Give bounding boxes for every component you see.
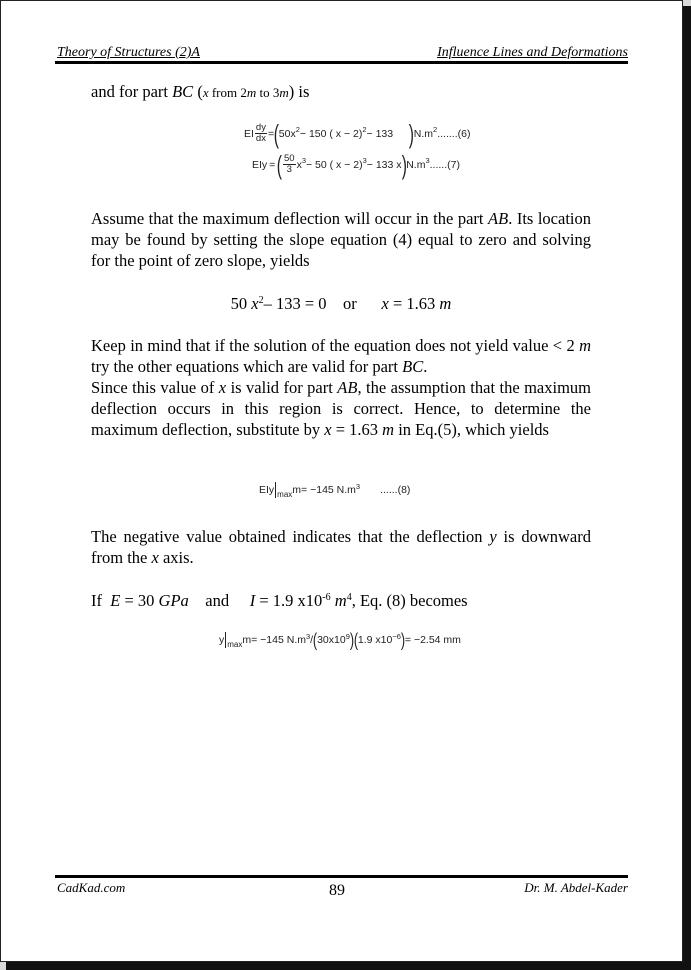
eq6-equals: = <box>267 127 275 140</box>
footer-author: Dr. M. Abdel-Kader <box>524 880 628 895</box>
eq7-equals: = <box>269 158 276 171</box>
intro-m2: m <box>279 85 289 100</box>
eq7-open-paren: ( <box>277 149 283 180</box>
eq6-unit: N.m <box>413 127 434 140</box>
eq6-term3: − 133 <box>366 127 394 140</box>
page-footer <box>57 880 628 900</box>
eq7-lhs: EIy <box>252 158 268 171</box>
equation-6: EI $\frac{dy}{dx}$ = ( 50x 2 − 150 ( x − 2) 2 − 133 ) N.m 2 .......(6) <box>244 118 471 149</box>
paragraph-if-e: If E = 30 GPa and I = 1.9 $x10^{-6}$ $m^4$, Eq. (8) becomes <box>91 591 468 610</box>
eq9-lhs: y <box>219 634 225 646</box>
eq6-close-paren: ) <box>408 118 415 149</box>
intro-x: x <box>202 85 209 100</box>
intro-m1: m <box>246 85 257 100</box>
eq8-rhs: = −145 N.m <box>301 484 356 496</box>
eq6-label: .......(6) <box>437 127 471 140</box>
paragraph-since: Since this value of x is valid for part AB, the assumption that the maximum deflection occurs in this region is correct. Hence, to determine the maximum deflection, substitute by x = 1.63 m in Eq.(5), which yields <box>91 378 592 439</box>
eq7-close-paren: ) <box>401 149 407 180</box>
eq8-label: ......(8) <box>380 484 411 496</box>
eq6-term1: 50x <box>278 127 296 140</box>
eq6-term2: − 150 ( x − 2) <box>299 127 363 140</box>
page-header <box>57 45 628 61</box>
intro-part: BC <box>172 82 194 101</box>
page-number: 89 <box>329 882 345 899</box>
eq6-open-paren: ( <box>273 118 280 149</box>
footer-website: CadKad.com <box>57 880 126 895</box>
equation-7: EIy = ( $\frac{50}{3}$ x 3 − 50 ( x − 2) 3 − 133 x ) N.m 3 ......(7) <box>252 149 460 180</box>
eq6-fraction: $\frac{dy}{dx}$ <box>255 122 266 144</box>
page-shadow-bottom <box>6 962 691 970</box>
eq7-label: ......(7) <box>429 158 460 171</box>
paragraph-assume: Assume that the maximum deflection will occur in the part AB. Its location may be found by setting the slope equation (4) equal to zero and solving for the point of zero slope, yields <box>91 209 591 270</box>
footer-rule <box>55 875 628 878</box>
paragraph-negative-value: The negative value obtained indicates that the deflection y is downward from the x axis. <box>91 527 591 567</box>
intro-close: ) is <box>288 82 310 101</box>
eq7-term2: − 50 ( x − 2) <box>305 158 363 171</box>
eq7-term1: x <box>296 158 302 171</box>
intro-line <box>91 81 591 103</box>
equation-ymax: y max m = −145 N.m 3 / ( 30x10 9 ) ( 1.9 x10 −6 ) = −2.54 mm <box>219 630 461 650</box>
intro-from: from 2 <box>208 85 247 100</box>
intro-text: and for part <box>91 82 173 101</box>
eq6-lhs: EI <box>244 127 254 140</box>
intro-open: ( <box>193 82 203 101</box>
eq8-lhs: EIy <box>259 484 275 496</box>
equation-8: EIy max m = −145 N.m 3 ......(8) <box>259 481 411 499</box>
header-rule <box>55 61 628 64</box>
paragraph-keep-in-mind: Keep in mind that if the solution of the equation does not yield value < 2 m try the other equations which are valid for part BC. Since this value of x is valid for part AB, the assumption that the maximum deflection occurs in this region is correct. Hence, to determine the maximum deflection, substitute by x = 1.63 m in Eq.(5), which yields <box>91 336 592 439</box>
equation-zero-slope: 50 $x^2-$ 133 = 0 or x = 1.63 m <box>230 294 452 313</box>
eq7-fraction: $\frac{50}{3}$ <box>283 153 295 175</box>
header-chapter-title: Influence Lines and Deformations <box>437 45 628 60</box>
header-course-title: Theory of Structures (2)A <box>57 45 200 60</box>
eq7-unit: N.m <box>406 158 426 171</box>
eq7-term3: − 133 x <box>366 158 402 171</box>
page-shadow-right <box>683 6 691 970</box>
intro-to: to 3 <box>256 85 280 100</box>
